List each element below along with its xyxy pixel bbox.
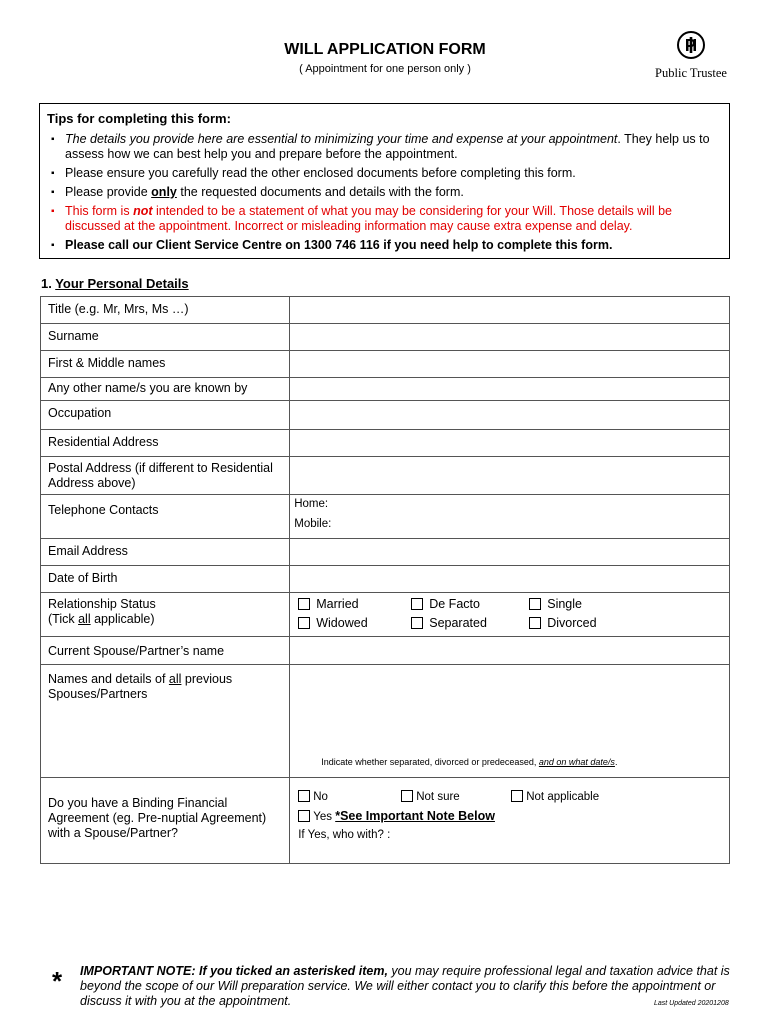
bfa-who-with[interactable]: If Yes, who with? : (298, 829, 391, 841)
row-first-names (41, 351, 730, 378)
label-telephone: Telephone Contacts (41, 495, 290, 539)
previous-spouses-hint: Indicate whether separated, divorced or predeceased, and on what date/s. (321, 757, 618, 767)
bfa-yes[interactable]: Yes *See Important Note Below (298, 809, 495, 823)
relationship-options (290, 593, 730, 637)
home-phone-label: Home: (294, 498, 329, 510)
status-single[interactable]: Single (529, 597, 582, 611)
label-residential-address: Residential Address (41, 430, 290, 457)
bfa-no[interactable]: No (298, 790, 328, 803)
label-email: Email Address (41, 539, 290, 566)
label-previous-spouses: Names and details of all previous Spouses/Partners (41, 665, 290, 778)
tip-item: ▪ The details you provide here are essential to minimizing your time and expense at your appointment. They help us to assess how we can best help you and prepare before the appointment. (51, 132, 727, 162)
asterisk-icon: * (52, 966, 63, 996)
status-divorced[interactable]: Divorced (529, 616, 596, 630)
other-names-field[interactable] (290, 378, 730, 401)
occupation-field[interactable] (290, 401, 730, 430)
checkbox[interactable] (298, 617, 310, 629)
checkbox[interactable] (298, 810, 310, 822)
email-field[interactable] (290, 539, 730, 566)
spouse-name-field[interactable] (290, 637, 730, 665)
tip-item: ▪ Please ensure you carefully read the other enclosed documents before completing this form. (51, 166, 727, 181)
label-surname: Surname (41, 324, 290, 351)
checkbox[interactable] (411, 598, 423, 610)
bfa-not-sure[interactable]: Not sure (401, 790, 459, 803)
checkbox[interactable] (298, 790, 310, 802)
telephone-field[interactable] (290, 495, 730, 539)
mobile-phone-label: Mobile: (294, 518, 332, 530)
row-relationship (41, 593, 730, 637)
label-title: Title (e.g. Mr, Mrs, Ms …) (41, 297, 290, 324)
row-email (41, 539, 730, 566)
public-trustee-logo (646, 30, 736, 81)
checkbox[interactable] (529, 617, 541, 629)
last-updated: Last Updated 20201208 (654, 1000, 729, 1007)
status-widowed[interactable]: Widowed (298, 616, 367, 630)
row-binding-agreement (41, 778, 730, 864)
section-heading: 1. Your Personal Details (41, 276, 189, 291)
tips-list (51, 132, 727, 257)
tip-item-warning: ▪ This form is not intended to be a statement of what you may be considering for your Will. Those details will be discussed at the appointment. Incorrect or misleading information may cause extra expense and delay. (51, 204, 727, 234)
logo-text: Public Trustee (655, 66, 727, 80)
title-field[interactable] (290, 297, 730, 324)
label-dob: Date of Birth (41, 566, 290, 593)
status-married[interactable]: Married (298, 597, 358, 611)
label-other-names: Any other name/s you are known by (41, 378, 290, 401)
row-occupation (41, 401, 730, 430)
surname-field[interactable] (290, 324, 730, 351)
row-other-names (41, 378, 730, 401)
dob-field[interactable] (290, 566, 730, 593)
label-occupation: Occupation (41, 401, 290, 430)
row-residential (41, 430, 730, 457)
row-telephone (41, 495, 730, 539)
label-postal-address: Postal Address (if different to Residential Address above) (41, 457, 290, 495)
label-relationship: Relationship Status (Tick all applicable) (41, 593, 290, 637)
public-trustee-emblem-icon (676, 30, 706, 60)
status-de-facto[interactable]: De Facto (411, 597, 480, 611)
label-binding-agreement: Do you have a Binding Financial Agreement (eg. Pre-nuptial Agreement) with a Spouse/Partner? (41, 778, 290, 864)
checkbox[interactable] (529, 598, 541, 610)
important-note: IMPORTANT NOTE: If you ticked an asterisked item, you may require professional legal and taxation advice that is beyond the scope of our Will preparation service. We will either contact you to clarify this before the appointment or discuss it with you at the appointment. (80, 964, 730, 1008)
residential-address-field[interactable] (290, 430, 730, 457)
first-names-field[interactable] (290, 351, 730, 378)
row-dob (41, 566, 730, 593)
tips-heading: Tips for completing this form: (47, 111, 231, 126)
postal-address-field[interactable] (290, 457, 730, 495)
checkbox[interactable] (411, 617, 423, 629)
row-previous-spouses (41, 665, 730, 778)
row-postal (41, 457, 730, 495)
previous-spouses-field[interactable] (290, 665, 730, 778)
label-first-names: First & Middle names (41, 351, 290, 378)
form-subtitle: ( Appointment for one person only ) (299, 63, 471, 75)
checkbox[interactable] (401, 790, 413, 802)
row-title (41, 297, 730, 324)
row-spouse-name (41, 637, 730, 665)
personal-details-table (40, 296, 730, 864)
row-surname (41, 324, 730, 351)
checkbox[interactable] (511, 790, 523, 802)
tip-item-contact: ▪ Please call our Client Service Centre on 1300 746 116 if you need help to complete this form. (51, 238, 727, 253)
form-title: WILL APPLICATION FORM (284, 41, 486, 58)
tip-item: ▪ Please provide only the requested documents and details with the form. (51, 185, 727, 200)
checkbox[interactable] (298, 598, 310, 610)
status-separated[interactable]: Separated (411, 616, 487, 630)
label-spouse-name: Current Spouse/Partner’s name (41, 637, 290, 665)
tips-box (39, 103, 730, 259)
bfa-not-applicable[interactable]: Not applicable (511, 790, 599, 803)
binding-agreement-options (290, 778, 730, 864)
